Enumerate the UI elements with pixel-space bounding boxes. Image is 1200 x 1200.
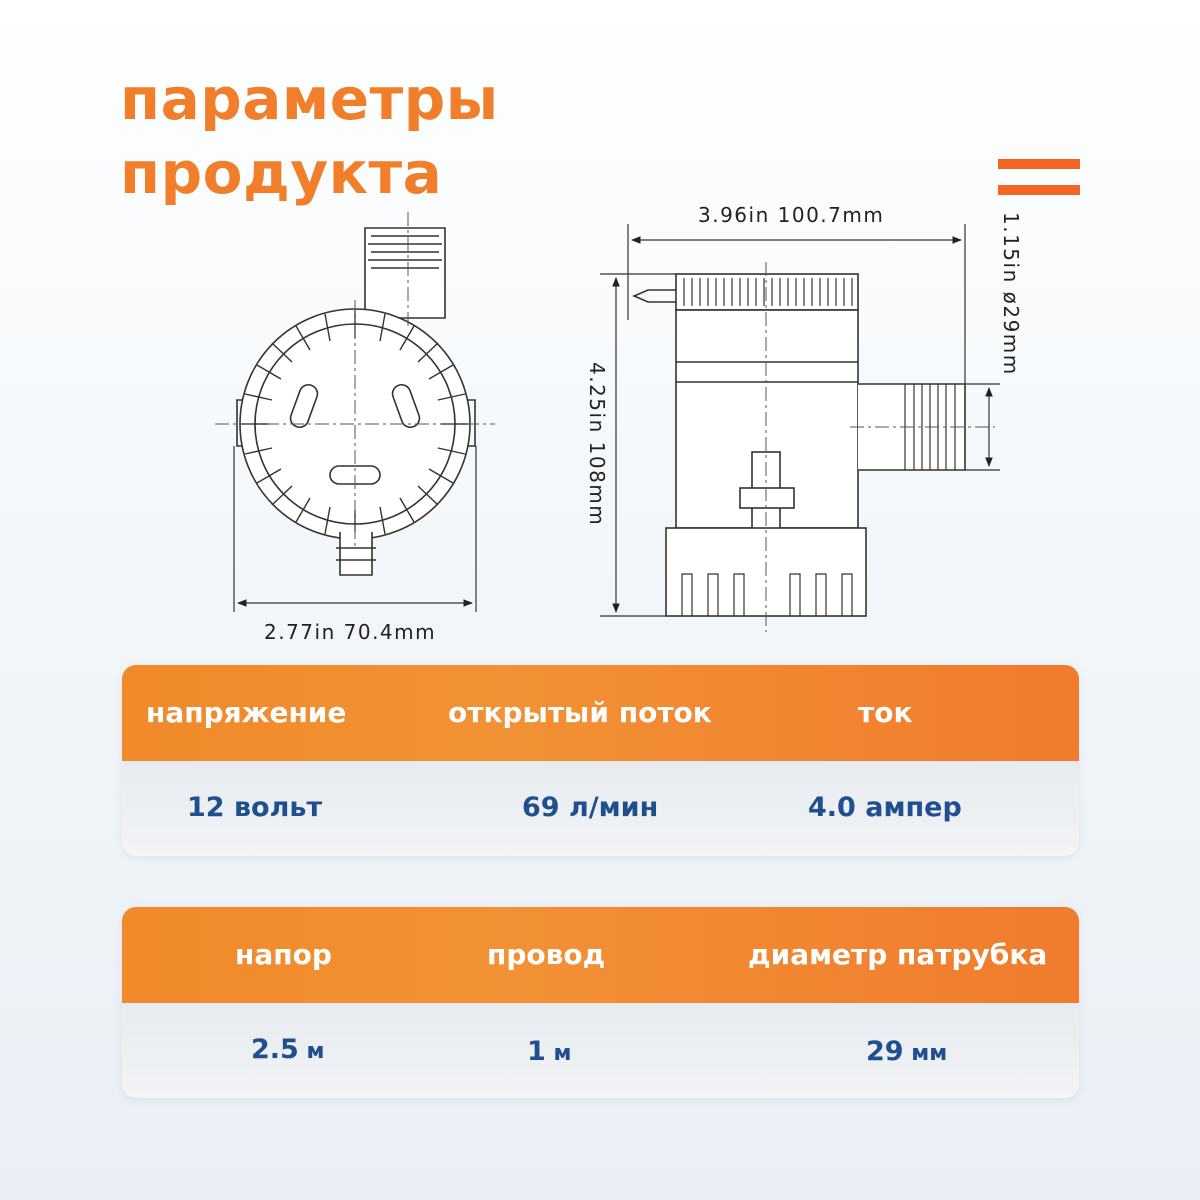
spec-table-1-header xyxy=(122,665,1079,761)
outlet-diameter-dimension: 1.15in ø29mm xyxy=(999,212,1023,376)
value-current: 4.0 ампер xyxy=(808,792,962,823)
header-head: напор xyxy=(235,938,332,971)
value-wire xyxy=(527,1036,571,1067)
value-wire-number: 1 xyxy=(527,1036,546,1067)
front-view xyxy=(237,228,475,575)
value-head xyxy=(251,1034,325,1065)
header-outlet-diameter: диаметр патрубка xyxy=(748,938,1048,971)
value-wire-unit: м xyxy=(545,1041,572,1066)
value-head-number: 2.5 xyxy=(251,1034,299,1065)
spec-table-2-header xyxy=(122,907,1079,1003)
value-voltage: 12 вольт xyxy=(187,792,323,823)
value-open-flow: 69 л/мин xyxy=(522,792,659,823)
value-outlet-unit: мм xyxy=(903,1041,948,1066)
height-dimension: 4.25in 108mm xyxy=(585,362,609,527)
header-wire: провод xyxy=(487,938,606,971)
spec-table-1-values xyxy=(122,761,1079,856)
spec-table-1 xyxy=(122,665,1079,856)
title-line-1: параметры xyxy=(120,65,499,133)
title-line-2: продукта xyxy=(120,139,443,207)
value-outlet-number: 29 xyxy=(866,1036,904,1067)
spec-table-2-values xyxy=(122,1003,1079,1098)
value-outlet-diameter xyxy=(866,1036,947,1067)
side-view xyxy=(634,274,965,616)
side-width-dimension: 3.96in 100.7mm xyxy=(698,203,885,227)
value-head-unit: м xyxy=(298,1039,325,1064)
header-open-flow: открытый поток xyxy=(448,696,712,729)
header-current: ток xyxy=(858,696,913,729)
front-width-dimension: 2.77in 70.4mm xyxy=(264,620,437,644)
spec-table-2 xyxy=(122,907,1079,1098)
header-voltage: напряжение xyxy=(146,696,347,729)
